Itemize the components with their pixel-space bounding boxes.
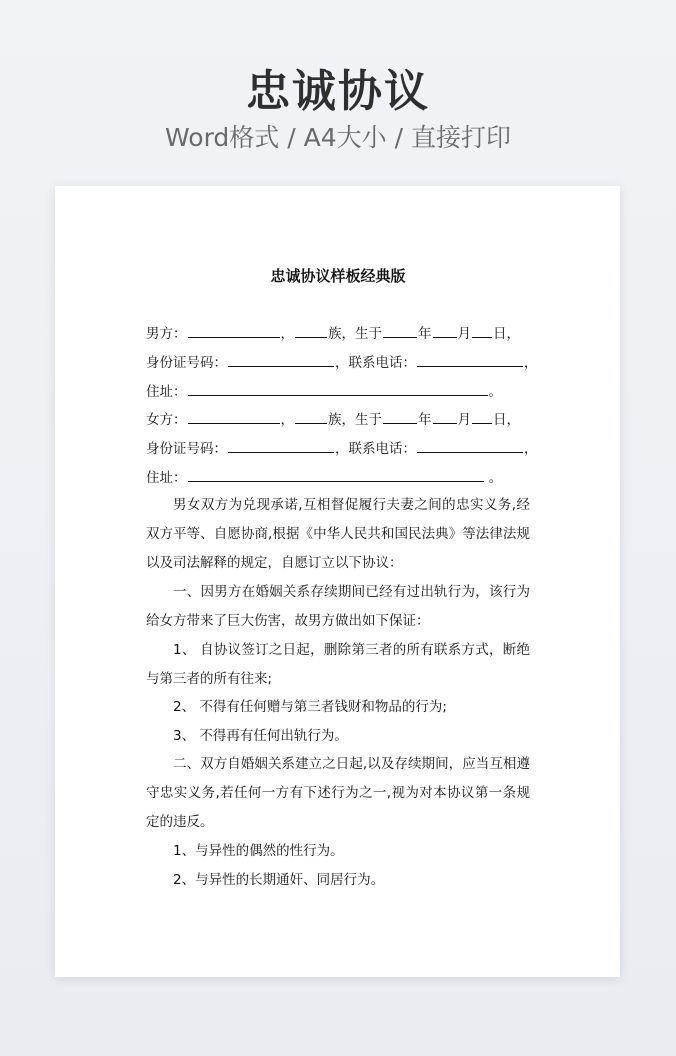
paragraph-clause-2: 二、双方自婚姻关系建立之日起,以及存续期间，应当互相遵守忠实义务,若任何一方有下述行为之一,视为对本协议第一条规定的违反。	[146, 756, 530, 830]
man-ethnicity-suffix: 族，生于	[328, 326, 382, 342]
paragraph-clause-2-item-1: 1、与异性的偶然的性行为。	[173, 843, 344, 859]
woman-address-blank[interactable]	[188, 467, 484, 482]
man-day-label: 日，	[493, 326, 520, 342]
man-ethnicity-blank[interactable]	[295, 323, 327, 338]
man-birth-month-blank[interactable]	[433, 323, 457, 338]
paragraph-preamble: 男女双方为兑现承诺,互相督促履行夫妻之间的忠实义务,经双方平等、自愿协商,根据《中华人民共和国民法典》等法律法规以及司法解释的规定，自愿订立以下协议：	[146, 497, 530, 571]
page-subtitle: Word格式 / A4大小 / 直接打印	[165, 123, 511, 152]
woman-address-line	[146, 467, 534, 488]
man-address-label: 住址：	[146, 384, 187, 400]
woman-phone-blank[interactable]	[417, 438, 523, 453]
woman-id-blank[interactable]	[228, 438, 334, 453]
woman-id-line	[146, 438, 538, 459]
paragraph-clause-2-item-2: 2、与异性的长期通奸、同居行为。	[173, 872, 385, 888]
man-birth-day-blank[interactable]	[472, 323, 492, 338]
man-id-comma: ，	[524, 355, 538, 371]
woman-name-blank[interactable]	[188, 409, 280, 424]
woman-phone-label: ，联系电话：	[335, 441, 416, 457]
man-info-line	[146, 323, 534, 344]
woman-day-label: 日，	[493, 412, 520, 428]
woman-year-label: 年	[418, 412, 432, 428]
paragraph-clause-1-item-3: 3、 不得再有任何出轨行为。	[173, 728, 348, 744]
woman-address-period: 。	[488, 470, 503, 486]
man-address-line	[146, 381, 534, 402]
document-title: 忠诚协议样板经典版	[270, 267, 406, 285]
paragraph-clause-1: 一、因男方在婚姻关系存续期间已经有过出轨行为，该行为给女方带来了巨大伤害，故男方做出如下保证：	[146, 584, 530, 629]
woman-birth-day-blank[interactable]	[472, 409, 492, 424]
woman-ethnicity-suffix: 族，生于	[328, 412, 382, 428]
man-comma: ，	[280, 326, 294, 342]
woman-ethnicity-blank[interactable]	[295, 409, 327, 424]
woman-comma: ，	[280, 412, 294, 428]
man-birth-year-blank[interactable]	[383, 323, 417, 338]
man-address-period: 。	[488, 384, 502, 400]
page-title: 忠诚协议	[246, 66, 430, 117]
man-phone-label: ，联系电话：	[335, 355, 416, 371]
man-phone-blank[interactable]	[417, 352, 523, 367]
woman-birth-year-blank[interactable]	[383, 409, 417, 424]
woman-id-comma: ，	[524, 441, 538, 457]
woman-id-label: 身份证号码：	[146, 441, 227, 457]
man-id-label: 身份证号码：	[146, 355, 227, 371]
man-id-line	[146, 352, 538, 373]
paragraph-clause-1-item-2: 2、 不得有任何赠与第三者钱财和物品的行为;	[173, 699, 447, 715]
man-address-blank[interactable]	[188, 381, 488, 396]
woman-month-label: 月	[457, 412, 471, 428]
man-label: 男方：	[146, 326, 187, 342]
woman-info-line	[146, 409, 534, 430]
woman-address-label: 住址：	[146, 470, 187, 486]
paragraph-clause-1-item-1: 1、 自协议签订之日起，删除第三者的所有联系方式，断绝与第三者的所有往来;	[146, 642, 530, 687]
woman-birth-month-blank[interactable]	[433, 409, 457, 424]
man-name-blank[interactable]	[188, 323, 280, 338]
woman-label: 女方：	[146, 412, 187, 428]
man-month-label: 月	[457, 326, 471, 342]
man-year-label: 年	[418, 326, 432, 342]
man-id-blank[interactable]	[228, 352, 334, 367]
